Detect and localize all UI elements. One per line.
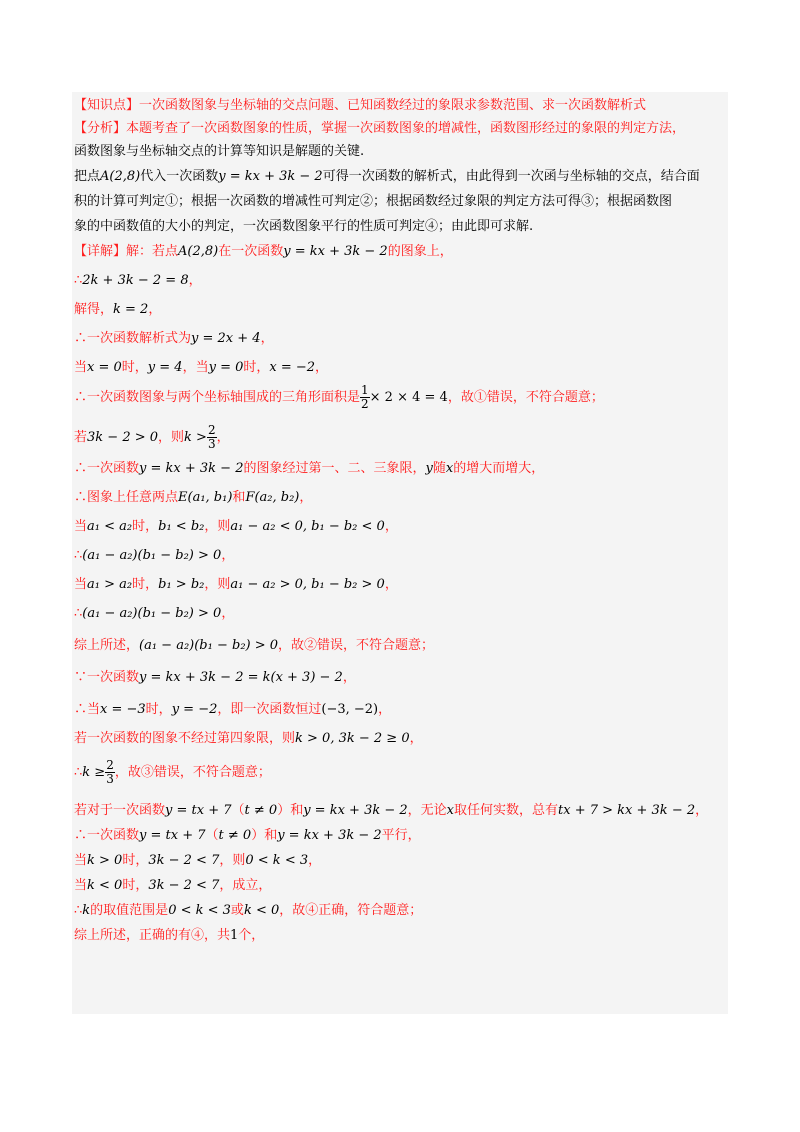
math-inequality: a₁ − a₂ > 0, b₁ − b₂ > 0: [230, 577, 385, 592]
text-segment: 综上所述，正确的有④，共: [74, 928, 231, 943]
text-segment: （: [231, 803, 245, 818]
math-equation: y = 0: [208, 360, 244, 375]
math-inequality: a₁ < a₂: [87, 519, 133, 534]
text-segment: 随: [432, 461, 446, 476]
math-inequality: (a₁ − a₂)(b₁ − b₂) > 0: [82, 548, 222, 563]
math-inequality: t ≠ 0: [218, 828, 252, 843]
detail-line-23: [74, 899, 728, 922]
analysis-line-1: [74, 117, 728, 140]
text-segment: 时，: [122, 853, 149, 868]
detail-label: 【详解】解：若点: [74, 244, 179, 259]
text-segment: 时，: [132, 519, 159, 534]
text-segment: 当: [74, 360, 88, 375]
math-variable: k: [82, 903, 91, 918]
text-segment: 的增大而增大，: [453, 461, 545, 476]
math-function: y = tx + 7: [165, 803, 232, 818]
text-segment: ，: [308, 853, 322, 868]
text-segment: ，: [148, 302, 162, 317]
text-segment: 当: [74, 878, 88, 893]
text-segment: 时，: [121, 360, 148, 375]
math-number: 1: [230, 928, 239, 943]
math-point-f: F(a₂, b₂): [245, 490, 300, 505]
math-function: y = kx + 3k − 2: [218, 169, 323, 184]
text-segment: ，即一次函数恒过: [217, 702, 322, 717]
therefore-symbol: ∴: [74, 765, 83, 780]
math-point-a: A(2,8): [100, 169, 141, 184]
text-segment: 积的计算可判定①；根据一次函数的增减性可判定②；根据函数经过象限的判定方法可得③；根据函数图: [74, 194, 673, 209]
text-segment: ，: [384, 577, 398, 592]
fraction-numerator: 2: [207, 423, 216, 437]
analysis-line-2: [74, 140, 728, 163]
text-segment: 取任何实数，总有: [454, 803, 559, 818]
math-inequality: k >: [184, 430, 207, 445]
fraction-numerator: 2: [106, 758, 114, 772]
detail-line-16: [74, 698, 728, 721]
math-function: y = kx + 3k − 2: [283, 244, 388, 259]
math-variable: x: [445, 461, 454, 476]
text-segment: ∴一次函数: [74, 461, 140, 476]
math-function: y = tx + 7: [139, 828, 206, 843]
math-inequality: k < 0: [87, 878, 123, 893]
detail-line-24: [74, 924, 728, 947]
math-equation: x = −2: [269, 360, 316, 375]
therefore-symbol: ∴: [74, 606, 83, 621]
text-segment: ，当: [182, 360, 209, 375]
text-segment: 时，: [122, 878, 149, 893]
text-segment: ，: [384, 519, 398, 534]
text-segment: 时，: [145, 702, 172, 717]
fraction-denominator: 2: [361, 397, 369, 411]
detail-line-5: [74, 356, 728, 379]
math-point: (−3, −2): [321, 702, 379, 717]
solution-text: [74, 94, 728, 947]
math-equation: 2k + 3k − 2 = 8: [82, 273, 189, 288]
detail-line-20: [74, 824, 728, 847]
math-inequality: (a₁ − a₂)(b₁ − b₂) > 0: [82, 606, 222, 621]
text-segment: ∵一次函数: [74, 670, 140, 685]
text-segment: 综上所述，: [74, 638, 140, 653]
fraction-one-half: [360, 384, 370, 411]
therefore-symbol: ∴: [74, 903, 83, 918]
math-inequality: (a₁ − a₂)(b₁ − b₂) > 0: [139, 638, 279, 653]
math-equation: x = −3: [100, 702, 146, 717]
text-segment: ，故④正确，符合题意；: [279, 903, 423, 918]
text-segment: 把点: [74, 169, 101, 184]
text-segment: ，成立，: [219, 878, 272, 893]
detail-line-21: [74, 849, 728, 872]
text-segment: ∴当: [74, 702, 101, 717]
text-segment: 时，: [132, 577, 159, 592]
detail-line-18: [74, 756, 728, 790]
text-segment: ）和: [251, 828, 278, 843]
text-segment: 可得一次函数的解析式，由此得到一次函与坐标轴的交点，结合面: [322, 169, 700, 184]
math-function: y = kx + 3k − 2: [277, 828, 382, 843]
math-equation: x = 0: [87, 360, 122, 375]
math-point-e: E(a₁, b₁): [178, 490, 233, 505]
text-segment: 解得，: [74, 302, 114, 317]
text-segment: ，: [260, 331, 274, 346]
detail-line-14: [74, 634, 728, 657]
text-segment: ，: [378, 702, 392, 717]
detail-line-13: [74, 602, 728, 625]
text-segment: ，无论: [407, 803, 447, 818]
analysis-line-4: [74, 190, 728, 213]
text-segment: ，故②错误，不符合题意；: [278, 638, 435, 653]
text-segment: 的取值范围是: [90, 903, 169, 918]
math-inequality: tx + 7 > kx + 3k − 2: [558, 803, 696, 818]
analysis-text-1: 【分析】本题考查了一次函数图象的性质，掌握一次函数图象的增减性，函数图形经过的象限的判定方法，: [74, 121, 686, 136]
text-segment: ，则: [219, 853, 246, 868]
text-segment: 象的中函数值的大小的判定，一次函数图象平行的性质可判定④；由此即可求解.: [74, 219, 534, 234]
math-inequality: a₁ > a₂: [87, 577, 133, 592]
fraction-two-thirds: [105, 759, 115, 786]
text-segment: ∴一次函数: [74, 828, 140, 843]
fraction-two-thirds: [207, 424, 217, 451]
text-segment: ∴一次函数解析式为: [74, 331, 192, 346]
text-segment: ，: [221, 606, 235, 621]
text-segment: ）和: [277, 803, 304, 818]
text-segment: 个，: [238, 928, 265, 943]
fraction-denominator: 3: [207, 437, 216, 451]
math-inequality: 3k − 2 > 0: [87, 430, 159, 445]
text-segment: 当: [74, 853, 88, 868]
math-inequality: 3k − 2 < 7: [148, 853, 220, 868]
text-segment: ，: [299, 490, 313, 505]
text-segment: ，: [315, 360, 329, 375]
text-segment: 或: [230, 903, 244, 918]
text-segment: ，故③错误，不符合题意；: [114, 765, 271, 780]
detail-line-4: [74, 327, 728, 350]
math-inequality: b₁ < b₂: [158, 519, 205, 534]
text-segment: 当: [74, 577, 88, 592]
math-function: y = kx + 3k − 2: [303, 803, 408, 818]
text-segment: 在一次函数: [218, 244, 284, 259]
math-inequality: k > 0, 3k − 2 ≥ 0: [295, 731, 410, 746]
therefore-symbol: ∴: [74, 273, 83, 288]
math-inequality: b₁ > b₂: [158, 577, 205, 592]
fraction-numerator: 1: [361, 383, 369, 397]
math-inequality: t ≠ 0: [244, 803, 278, 818]
knowledge-text: 【知识点】一次函数图象与坐标轴的交点问题、已知函数经过的象限求参数范围、求一次函数解析式: [74, 98, 647, 113]
math-equation: y = 4: [147, 360, 183, 375]
text-segment: ，: [221, 548, 235, 563]
math-function: y = kx + 3k − 2: [139, 461, 244, 476]
text-segment: ，则: [158, 430, 185, 445]
text-segment: ，: [342, 670, 356, 685]
detail-line-17: [74, 727, 728, 750]
text-segment: 的图象经过第一、二、三象限，: [243, 461, 426, 476]
detail-line-9: [74, 486, 728, 509]
math-inequality: k < 0: [243, 903, 280, 918]
detail-line-6: [74, 381, 728, 415]
math-equation: k = 2: [113, 302, 149, 317]
text-segment: ，: [409, 731, 423, 746]
text-segment: ，则: [204, 577, 231, 592]
math-function: y = kx + 3k − 2 = k(x + 3) − 2: [139, 670, 343, 685]
text-segment: ，: [695, 803, 709, 818]
analysis-line-5: [74, 215, 728, 238]
text-segment: ，则: [204, 519, 231, 534]
math-point-a: A(2,8): [178, 244, 219, 259]
detail-line-10: [74, 515, 728, 538]
math-equation: y = −2: [171, 702, 218, 717]
text-segment: ，故①错误，不符合题意；: [447, 390, 604, 405]
analysis-line-3: [74, 165, 728, 188]
math-function: y = 2x + 4: [191, 331, 261, 346]
detail-line-8: [74, 457, 728, 480]
detail-line-3: [74, 298, 728, 321]
text-segment: 若对于一次函数: [74, 803, 166, 818]
text-segment: 代入一次函数: [140, 169, 219, 184]
math-inequality: 0 < k < 3: [168, 903, 231, 918]
detail-line-22: [74, 874, 728, 897]
detail-line-15: [74, 666, 728, 689]
fraction-denominator: 3: [106, 772, 114, 786]
text-segment: （: [205, 828, 219, 843]
detail-line-1: [74, 240, 728, 263]
text-segment: 时，: [243, 360, 270, 375]
therefore-symbol: ∴: [74, 548, 83, 563]
text-segment: 当: [74, 519, 88, 534]
detail-line-19: [74, 799, 728, 822]
detail-line-2: [74, 269, 728, 292]
text-segment: ，: [216, 430, 230, 445]
detail-line-7: [74, 421, 728, 455]
math-expression: × 2 × 4 = 4: [369, 390, 448, 405]
knowledge-points: [74, 94, 728, 117]
text-segment: 平行，: [381, 828, 421, 843]
text-segment: ∴一次函数图象与两个坐标轴围成的三角形面积是: [74, 390, 361, 405]
math-variable: y: [425, 461, 433, 476]
text-segment: 和: [232, 490, 246, 505]
math-inequality: a₁ − a₂ < 0, b₁ − b₂ < 0: [230, 519, 385, 534]
text-segment: 的图象上，: [387, 244, 453, 259]
detail-line-12: [74, 573, 728, 596]
detail-line-11: [74, 544, 728, 567]
math-inequality: k ≥: [82, 765, 106, 780]
text-segment: 若: [74, 430, 88, 445]
text-segment: 若一次函数的图象不经过第四象限，则: [74, 731, 296, 746]
math-inequality: k > 0: [87, 853, 123, 868]
text-segment: ∴图象上任意两点: [74, 490, 179, 505]
analysis-text-2: 函数图象与坐标轴交点的计算等知识是解题的关键.: [74, 144, 365, 159]
text-segment: ，: [188, 273, 202, 288]
math-inequality: 3k − 2 < 7: [148, 878, 220, 893]
math-inequality: 0 < k < 3: [245, 853, 309, 868]
math-variable: x: [446, 803, 455, 818]
